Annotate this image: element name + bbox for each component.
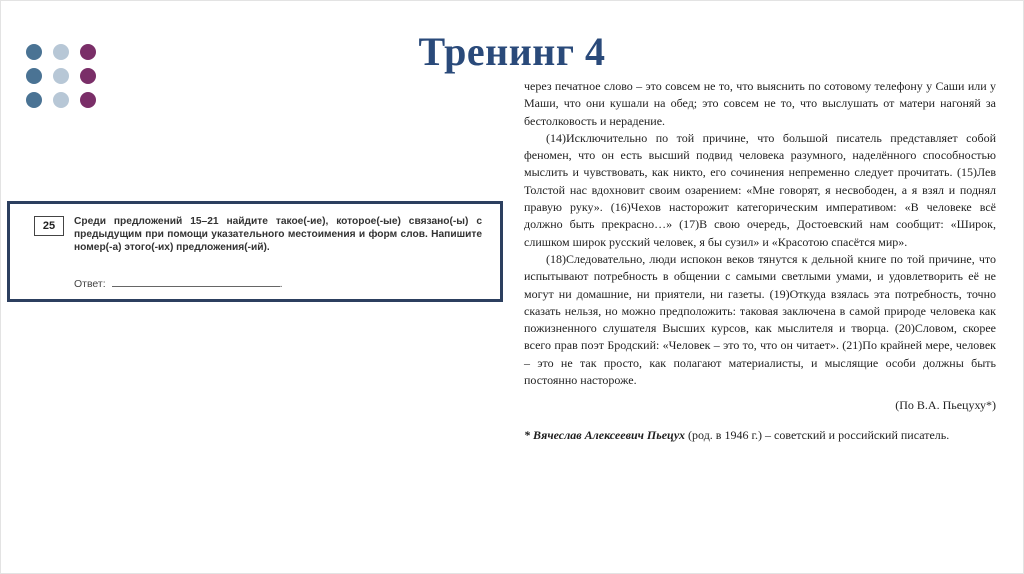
footnote-author-name: * Вячеслав Алексеевич Пьецух [524,427,686,442]
answer-row [74,277,283,290]
dot [80,92,96,108]
answer-label: Ответ: [74,278,106,290]
answer-blank-line[interactable] [112,277,280,287]
task-box [7,201,503,302]
dot [26,92,42,108]
footnote-text: (род. в 1946 г.) – советский и российский писатель. [685,427,950,442]
text-excerpt [524,78,996,444]
paragraph-3: (18)Следовательно, люди испокон веков тянутся к дельной книге по той причине, что испытывают потребность в общении с самыми светлыми умами, и удовлетворить её не могут ни домашние, ни приятели, ни газеты. (19)Откуда взялась эта потребность, точно сказать нельзя, но можно предположить: таковая заключена в самой природе человека как пожизненного слушателя Высших курсов, как мыслителя и творца. (20)Словом, скорее всего прав поэт Бродский: «Человек – это то, что он читает». (21)По крайней мере, человек – это не так просто, как полагают материалисты, и мыслящие особи должны быть постоянно настороже. [524,251,996,388]
paragraph-1: через печатное слово – это совсем не то, что выяснить по сотовому телефону у Саши или у Маши, что они кушали на обед; это совсем не то, что выслушать от матери нагоняй за бестолковость и нерадение. [524,79,996,128]
paragraph-2: (14)Исключительно по той причине, что большой писатель представляет собой феномен, что он есть высший подвид человека разумного, наделённого способностью мыслить и чувствовать, как никто, его сочинения непременно следует прочитать. (15)Лев Толстой нас вдохновит своим озарением: «Мне говорят, я несвободен, а я взял и поднял правую руку». (16)Чехов насторожит категорическим императивом: «В человеке всё должно быть прекрасно…» (17)В свою очередь, Достоевский нам сообщит: «Широк, слишком широк русский человек, я бы сузил» и «Красотою спасётся мир». [524,130,996,249]
task-number: 25 [34,216,64,236]
answer-end: . [279,278,283,290]
slide-title: Тренинг 4 [418,29,606,74]
dot [53,92,69,108]
source-attribution: (По В.А. Пьецуху*) [895,398,996,413]
task-question: Среди предложений 15–21 найдите такое(-ие), которое(-ые) связано(-ы) с предыдущим при помощи указательного местоимения и форм слов. Напишите номер(-а) этого(-их) предложения(-ий). [74,216,482,253]
author-footnote [524,427,996,444]
